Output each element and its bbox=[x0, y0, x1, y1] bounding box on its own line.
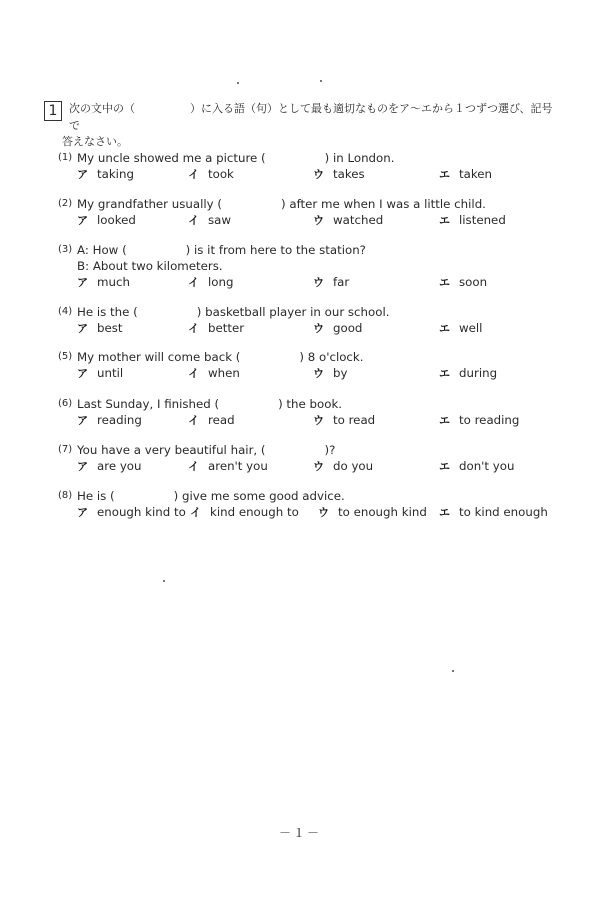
option-c: ウ to enough kind bbox=[318, 505, 427, 519]
option-b: イ when bbox=[188, 366, 240, 380]
instructions bbox=[62, 101, 559, 151]
scan-speck bbox=[452, 670, 454, 672]
question-5 bbox=[58, 349, 568, 381]
question-number: (1) bbox=[58, 152, 73, 163]
question-7 bbox=[58, 442, 568, 474]
option-d: エ during bbox=[439, 366, 498, 380]
question-number: (5) bbox=[58, 351, 73, 362]
question-2 bbox=[58, 196, 568, 228]
option-c: ウ by bbox=[313, 366, 348, 380]
option-d: エ soon bbox=[439, 275, 488, 289]
question-1 bbox=[58, 150, 568, 182]
instruction-line-1: 次の文中の（ ）に入る語（句）として最も適切なものをア～エから１つずつ選び、記号で bbox=[69, 102, 553, 132]
option-c: ウ good bbox=[313, 321, 363, 335]
option-b: イ took bbox=[188, 167, 234, 181]
option-c: ウ watched bbox=[313, 213, 384, 227]
question-number: (6) bbox=[58, 398, 73, 409]
question-number: (8) bbox=[58, 490, 73, 501]
question-stem: He is ( ) give me some good advice. bbox=[77, 489, 345, 503]
option-b: イ saw bbox=[188, 213, 232, 227]
option-a: ア are you bbox=[77, 459, 142, 473]
option-b: イ read bbox=[188, 413, 235, 427]
option-a: ア enough kind to bbox=[77, 505, 186, 519]
option-d: エ well bbox=[439, 321, 483, 335]
option-b: イ kind enough to bbox=[190, 505, 299, 519]
option-d: エ listened bbox=[439, 213, 506, 227]
question-number: (3) bbox=[58, 244, 73, 255]
option-a: ア taking bbox=[77, 167, 134, 181]
question-number: (7) bbox=[58, 444, 73, 455]
question-6 bbox=[58, 396, 568, 428]
option-c: ウ to read bbox=[313, 413, 376, 427]
scan-speck bbox=[163, 580, 165, 582]
scan-speck bbox=[237, 82, 239, 84]
option-a: ア much bbox=[77, 275, 130, 289]
option-c: ウ far bbox=[313, 275, 350, 289]
question-number-box: 1 bbox=[44, 101, 62, 121]
instruction-line-2: 答えなさい。 bbox=[62, 135, 128, 148]
option-a: ア until bbox=[77, 366, 124, 380]
option-a: ア looked bbox=[77, 213, 136, 227]
question-number: (2) bbox=[58, 198, 73, 209]
question-8 bbox=[58, 488, 568, 520]
option-a: ア best bbox=[77, 321, 123, 335]
question-stem-line-2: B: About two kilometers. bbox=[77, 259, 223, 273]
question-number: (4) bbox=[58, 306, 73, 317]
option-d: エ taken bbox=[439, 167, 493, 181]
option-d: エ to reading bbox=[439, 413, 520, 427]
page-number: －１－ bbox=[278, 826, 321, 840]
question-stem: My grandfather usually ( ) after me when I was a little child. bbox=[77, 197, 486, 211]
option-a: ア reading bbox=[77, 413, 142, 427]
question-3 bbox=[58, 242, 568, 290]
question-stem: My mother will come back ( ) 8 o'clock. bbox=[77, 350, 364, 364]
question-stem: Last Sunday, I finished ( ) the book. bbox=[77, 397, 343, 411]
option-d: エ to kind enough bbox=[439, 505, 548, 519]
option-b: イ aren't you bbox=[188, 459, 268, 473]
question-stem: A: How ( ) is it from here to the station? bbox=[77, 243, 366, 257]
question-stem: He is the ( ) basketball player in our school. bbox=[77, 305, 390, 319]
option-c: ウ do you bbox=[313, 459, 374, 473]
question-4 bbox=[58, 304, 568, 336]
option-b: イ long bbox=[188, 275, 234, 289]
option-b: イ better bbox=[188, 321, 245, 335]
option-c: ウ takes bbox=[313, 167, 365, 181]
question-stem: You have a very beautiful hair, ( )? bbox=[77, 443, 336, 457]
scan-speck bbox=[320, 80, 322, 82]
question-stem: My uncle showed me a picture ( ) in London. bbox=[77, 151, 395, 165]
option-d: エ don't you bbox=[439, 459, 515, 473]
